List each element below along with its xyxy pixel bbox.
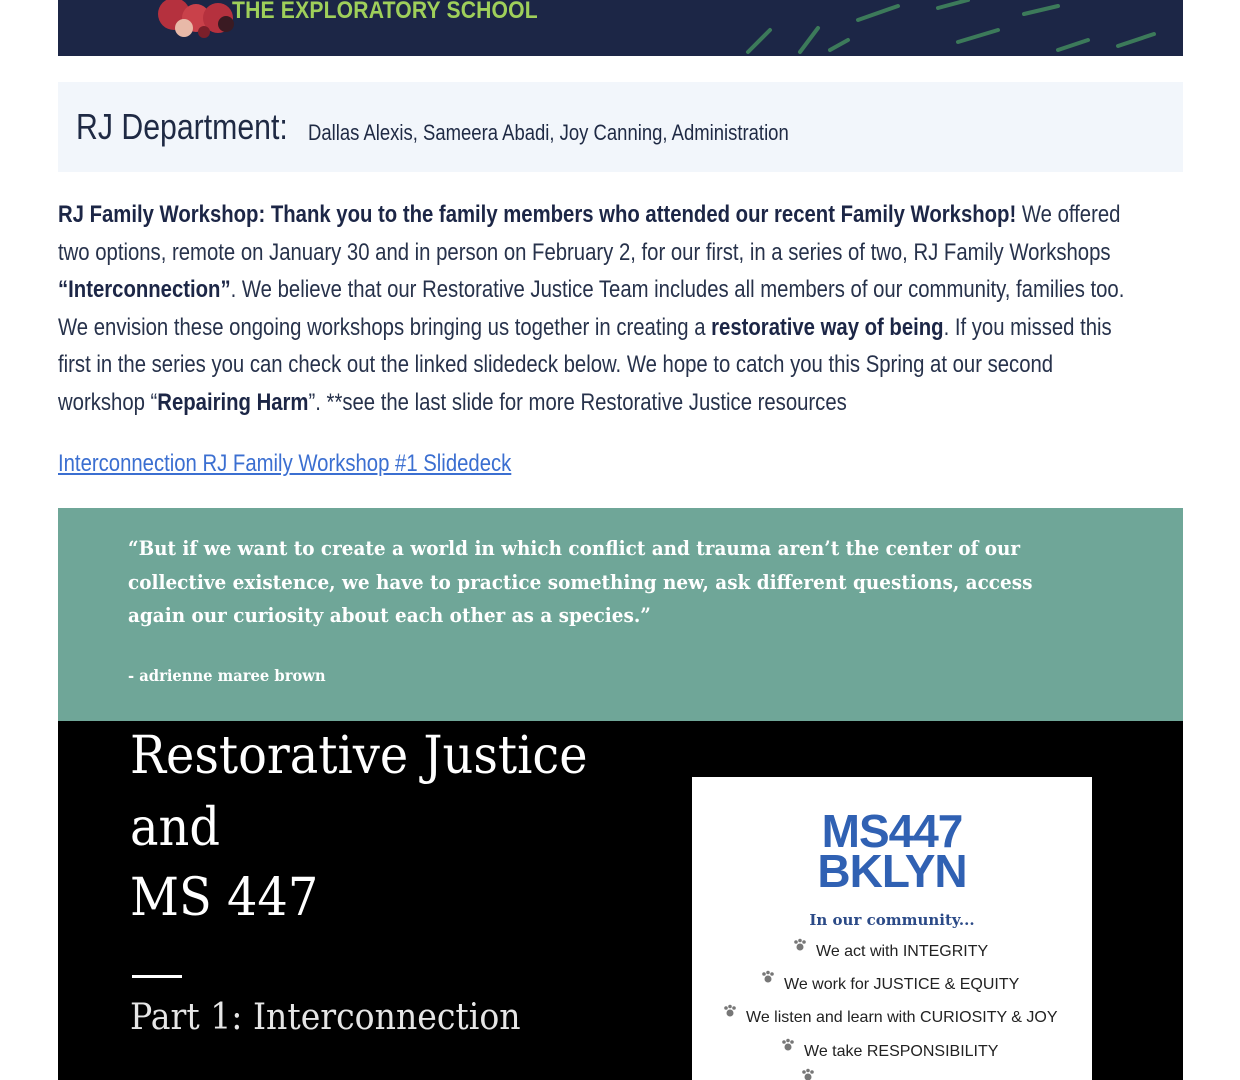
card-brand-line-2: BKLYN [817,845,967,897]
slide-subtitle: Part 1: Interconnection [130,997,521,1038]
paragraph-line-5: first in the series you can check out the linked slidedeck below. We hope to catch you this Spring at our second [58,351,1054,379]
paw-icon [780,1037,796,1053]
department-header [58,82,1183,172]
department-title: RJ Department: [76,106,288,147]
banner-stripes-icon [58,0,1183,56]
paragraph-line-1: RJ Family Workshop: Thank you to the family members who attended our recent Family Workshop! We offered [58,201,1121,228]
slidedeck-preview [58,721,1183,1080]
quote-text: “But if we want to create a world in which conflict and trauma aren’t the center of our collective existence, we have to practice something new, ask different questions, access again our curiosity about each other as a species.” [128,536,1033,627]
paw-icon [792,937,808,953]
workshop-paragraph [58,196,1183,422]
department-members: Dallas Alexis, Sameera Abadi, Joy Canning, Administration [308,120,789,145]
card-value-3: We listen and learn with CURIOSITY & JOY [746,1009,1058,1026]
slide-divider [132,975,182,978]
card-value-1: We act with INTEGRITY [816,943,989,960]
quote-author: - adrienne maree brown [128,666,326,685]
slide-title-line-3: MS 447 [130,868,319,928]
school-values-card [692,777,1092,1080]
quote-block [58,508,1183,721]
paragraph-line-2: two options, remote on January 30 and in person on February 2, for our first, in a series of two, RJ Family Workshops [58,238,1111,266]
slidedeck-link[interactable]: Interconnection RJ Family Workshop #1 Slidedeck [58,450,512,477]
paragraph-line-4: We envision these ongoing workshops bringing us together in creating a restorative way of being. If you missed this [58,313,1112,341]
card-value-4: We take RESPONSIBILITY [804,1043,999,1060]
card-community-heading: In our community... [809,911,975,929]
paw-icon [800,1067,816,1080]
paw-icon [722,1003,738,1019]
workshop-heading: RJ Family Workshop: Thank you to the family members who attended our recent Family Workshop! [58,201,1017,228]
school-banner [58,0,1183,56]
slide-title-line-1: Restorative Justice [130,726,588,786]
paragraph-line-3: “Interconnection”. We believe that our Restorative Justice Team includes all members of our community, families too. [58,276,1125,304]
paragraph-line-6: workshop “Repairing Harm”. **see the last slide for more Restorative Justice resources [58,388,847,416]
slide-title-line-2: and [130,798,220,858]
card-brand-line-1: MS447 [821,805,963,857]
card-value-2: We work for JUSTICE & EQUITY [784,976,1020,993]
school-name: THE EXPLORATORY SCHOOL [232,0,538,24]
paw-icon [760,969,776,985]
